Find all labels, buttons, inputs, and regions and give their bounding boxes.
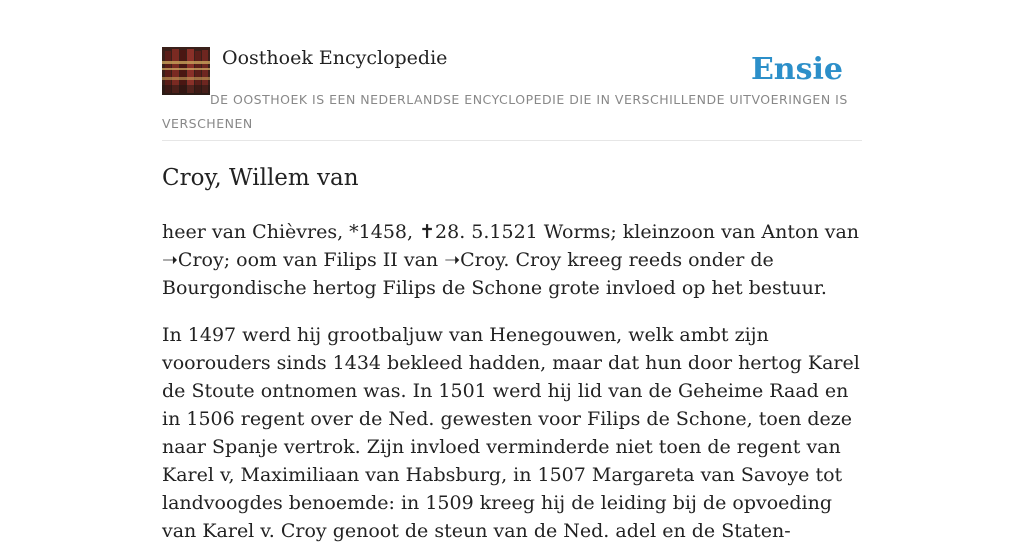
site-header [162, 46, 862, 141]
site-tagline [162, 88, 862, 136]
article-paragraph [162, 218, 862, 302]
site-name[interactable]: Oosthoek Encyclopedie [222, 47, 448, 69]
cross-reference-link[interactable]: ➝Croy [444, 249, 504, 271]
brand-logo[interactable]: Ensie [750, 52, 843, 87]
paragraph-text: . Croy kreeg reeds onder de Bourgondische hertog Filips de Schone grote invloed op het bestuur. [162, 249, 827, 299]
cross-reference-link[interactable]: ➝Croy [162, 249, 224, 271]
article-title: Croy, Willem van [162, 165, 359, 191]
article-paragraph: In 1497 werd hij grootbaljuw van Henegouwen, welk ambt zijn voorouders sinds 1434 bekleed hadden, maar dat hun door hertog Karel de Stoute ontnomen was. In 1501 werd hij lid van de Geheime Raad en in 1506 regent over de Ned. gewesten voor Filips de Schone, toen deze naar Spanje vertrok. Zijn invloed verminderde niet toen de regent van Karel v, Maximiliaan van Habsburg, in 1507 Margareta van Savoye tot landvoogdes benoemde: in 1509 kreeg hij de leiding bij de opvoeding van Karel v. Croy genoot de steun van de Ned. adel en de Staten- [162, 324, 860, 542]
paragraph-text: ; oom van Filips II van [223, 249, 445, 271]
paragraph-text: heer van Chièvres, *1458, ✝28. 5.1521 Worms; kleinzoon van Anton van [162, 221, 860, 243]
tagline-text: DE OOSTHOEK IS EEN NEDERLANDSE ENCYCLOPEDIE DIE IN VERSCHILLENDE UITVOERINGEN IS VERSCHENEN [162, 92, 848, 131]
article [162, 160, 862, 545]
